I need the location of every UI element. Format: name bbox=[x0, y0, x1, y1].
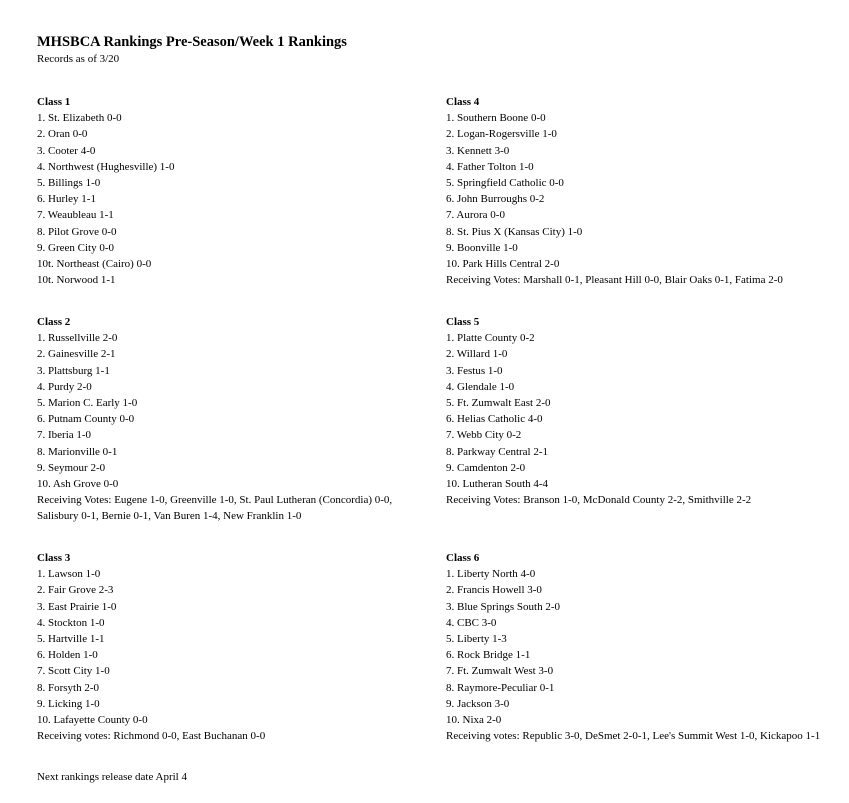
ranking-item: 2. Gainesville 2-1 bbox=[37, 348, 116, 361]
class-3-rankings bbox=[37, 550, 417, 744]
ranking-item: 10. Lutheran South 4-4 bbox=[446, 478, 549, 491]
ranking-item: 1. St. Elizabeth 0-0 bbox=[37, 112, 122, 125]
ranking-item: 8. Forsyth 2-0 bbox=[37, 681, 100, 694]
class-heading: Class 1 bbox=[37, 96, 71, 108]
ranking-item: 5. Hartville 1-1 bbox=[37, 633, 105, 646]
ranking-item: 9. Boonville 1-0 bbox=[446, 241, 518, 254]
ranking-item: 3. Festus 1-0 bbox=[446, 364, 503, 377]
ranking-item: 3. Plattsburg 1-1 bbox=[37, 364, 110, 377]
ranking-item: 8. Marionville 0-1 bbox=[37, 445, 118, 458]
ranking-item: 2. Francis Howell 3-0 bbox=[446, 584, 542, 597]
ranking-item: 9. Camdenton 2-0 bbox=[446, 461, 526, 474]
next-release-note: Next rankings release date April 4 bbox=[37, 771, 187, 783]
ranking-item: 5. Ft. Zumwalt East 2-0 bbox=[446, 397, 551, 410]
receiving-votes: Receiving Votes: Branson 1-0, McDonald County 2-2, Smithville 2-2 bbox=[446, 494, 752, 507]
receiving-votes: Receiving Votes: Marshall 0-1, Pleasant Hill 0-0, Blair Oaks 0-1, Fatima 2-0 bbox=[446, 274, 783, 287]
class-heading: Class 2 bbox=[37, 316, 71, 328]
class-2-rankings bbox=[37, 314, 422, 525]
class-6-rankings bbox=[446, 550, 846, 744]
ranking-item: 7. Weaubleau 1-1 bbox=[37, 209, 114, 222]
ranking-item: 10. Lafayette County 0-0 bbox=[37, 714, 148, 727]
ranking-item: 6. Helias Catholic 4-0 bbox=[446, 413, 543, 426]
receiving-votes: Receiving Votes: Eugene 1-0, Greenville 1-0, St. Paul Lutheran (Concordia) 0-0, Salisbury 0-1, Bernie 0-1, Van Buren 1-4, New Franklin 1-0 bbox=[37, 494, 393, 523]
ranking-item: 7. Webb City 0-2 bbox=[446, 429, 522, 442]
ranking-item: 7. Iberia 1-0 bbox=[37, 429, 92, 442]
ranking-item: 9. Licking 1-0 bbox=[37, 697, 100, 710]
ranking-item: 5. Billings 1-0 bbox=[37, 177, 101, 190]
ranking-item: 3. Blue Springs South 2-0 bbox=[446, 600, 560, 613]
ranking-item: 2. Logan-Rogersville 1-0 bbox=[446, 128, 557, 141]
ranking-item: 10. Park Hills Central 2-0 bbox=[446, 258, 560, 271]
ranking-item: 8. Parkway Central 2-1 bbox=[446, 445, 549, 458]
receiving-votes: Receiving votes: Republic 3-0, DeSmet 2-0-1, Lee's Summit West 1-0, Kickapoo 1-1 bbox=[446, 730, 821, 743]
class-heading: Class 5 bbox=[446, 316, 480, 328]
ranking-item: 10t. Norwood 1-1 bbox=[37, 274, 116, 287]
ranking-item: 2. Oran 0-0 bbox=[37, 128, 88, 141]
ranking-item: 3. East Prairie 1-0 bbox=[37, 600, 117, 613]
ranking-item: 1. Liberty North 4-0 bbox=[446, 568, 536, 581]
ranking-item: 6. Holden 1-0 bbox=[37, 649, 98, 662]
ranking-item: 1. Southern Boone 0-0 bbox=[446, 112, 546, 125]
ranking-item: 8. Pilot Grove 0-0 bbox=[37, 225, 117, 238]
ranking-item: 7. Ft. Zumwalt West 3-0 bbox=[446, 665, 554, 678]
ranking-item: 10. Ash Grove 0-0 bbox=[37, 478, 119, 491]
ranking-item: 2. Willard 1-0 bbox=[446, 348, 508, 361]
ranking-item: 8. St. Pius X (Kansas City) 1-0 bbox=[446, 225, 583, 238]
ranking-item: 8. Raymore-Peculiar 0-1 bbox=[446, 681, 555, 694]
ranking-item: 6. Hurley 1-1 bbox=[37, 193, 96, 206]
records-date: Records as of 3/20 bbox=[37, 53, 120, 65]
receiving-votes: Receiving votes: Richmond 0-0, East Buchanan 0-0 bbox=[37, 730, 266, 743]
ranking-item: 5. Marion C. Early 1-0 bbox=[37, 397, 138, 410]
ranking-item: 6. John Burroughs 0-2 bbox=[446, 193, 545, 206]
class-1-rankings bbox=[37, 94, 417, 288]
ranking-item: 3. Cooter 4-0 bbox=[37, 144, 96, 157]
class-5-rankings bbox=[446, 314, 846, 508]
class-4-rankings bbox=[446, 94, 846, 288]
class-heading: Class 3 bbox=[37, 552, 71, 564]
page-title: MHSBCA Rankings Pre-Season/Week 1 Rankings bbox=[37, 34, 347, 50]
class-heading: Class 4 bbox=[446, 96, 480, 108]
ranking-item: 4. Stockton 1-0 bbox=[37, 616, 105, 629]
ranking-item: 4. Father Tolton 1-0 bbox=[446, 160, 534, 173]
ranking-item: 2. Fair Grove 2-3 bbox=[37, 584, 114, 597]
ranking-item: 6. Putnam County 0-0 bbox=[37, 413, 135, 426]
ranking-item: 7. Scott City 1-0 bbox=[37, 665, 110, 678]
ranking-item: 4. CBC 3-0 bbox=[446, 616, 497, 629]
ranking-item: 1. Platte County 0-2 bbox=[446, 332, 535, 345]
ranking-item: 3. Kennett 3-0 bbox=[446, 144, 510, 157]
ranking-item: 4. Glendale 1-0 bbox=[446, 380, 515, 393]
class-heading: Class 6 bbox=[446, 552, 480, 564]
ranking-item: 4. Purdy 2-0 bbox=[37, 380, 92, 393]
ranking-item: 10. Nixa 2-0 bbox=[446, 714, 502, 727]
ranking-item: 5. Springfield Catholic 0-0 bbox=[446, 177, 564, 190]
ranking-item: 1. Lawson 1-0 bbox=[37, 568, 101, 581]
ranking-item: 9. Jackson 3-0 bbox=[446, 697, 510, 710]
ranking-item: 4. Northwest (Hughesville) 1-0 bbox=[37, 160, 175, 173]
ranking-item: 1. Russellville 2-0 bbox=[37, 332, 118, 345]
ranking-item: 9. Seymour 2-0 bbox=[37, 461, 106, 474]
ranking-item: 9. Green City 0-0 bbox=[37, 241, 114, 254]
ranking-item: 5. Liberty 1-3 bbox=[446, 633, 507, 646]
ranking-item: 6. Rock Bridge 1-1 bbox=[446, 649, 531, 662]
ranking-item: 10t. Northeast (Cairo) 0-0 bbox=[37, 258, 152, 271]
ranking-item: 7. Aurora 0-0 bbox=[446, 209, 505, 222]
